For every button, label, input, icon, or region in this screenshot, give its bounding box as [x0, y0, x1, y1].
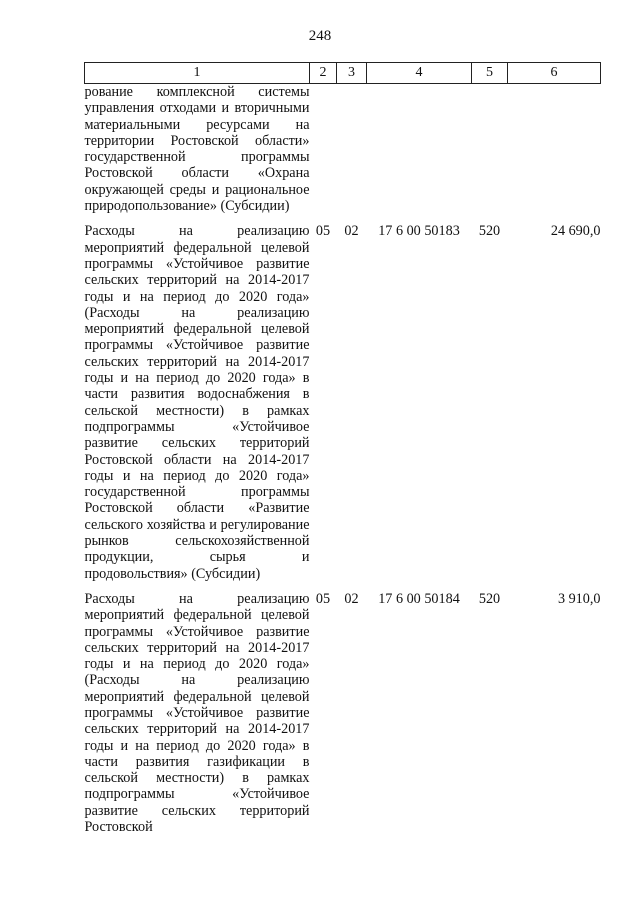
- row-subsection: 02: [344, 590, 359, 607]
- row-spacer: [85, 214, 601, 223]
- header-col-4: 4: [367, 63, 472, 84]
- row-expense-type: 520: [478, 223, 501, 240]
- row-section: 05: [315, 223, 331, 240]
- page-number: 248: [308, 28, 332, 44]
- row-expense-type: 520: [478, 590, 501, 607]
- row-amount: 24 690,0: [550, 223, 601, 240]
- table-row: [85, 223, 601, 582]
- row-subsection: 02: [344, 223, 359, 240]
- row-section: 05: [315, 590, 331, 607]
- row-subsection: [337, 84, 367, 215]
- header-col-2: 2: [310, 63, 337, 84]
- row-target-code: [367, 84, 472, 215]
- row-amount: 3 910,0: [557, 590, 601, 607]
- row-description: Расходы на реализацию мероприятий федеральной целевой программы «Устойчивое развитие сельских территорий на 2014-2017 годы и на период до 2020 года» (Расходы на реализацию мероприятий федеральной целевой программы «Устойчивое развитие сельских территорий на 2014-2017 годы и на период до 2020 года» в части развития газификации в сельской местности) в рамках подпрограммы «Устойчивое развитие сельских территорий Ростовской: [84, 590, 310, 836]
- table-row: [85, 591, 601, 835]
- header-col-5: 5: [472, 63, 508, 84]
- budget-table: [84, 62, 601, 835]
- row-amount: [508, 84, 601, 215]
- header-col-6: 6: [508, 63, 601, 84]
- row-target-code: 17 6 00 50184: [378, 590, 460, 607]
- row-description: Расходы на реализацию мероприятий федеральной целевой программы «Устойчивое развитие сельских территорий на 2014-2017 годы и на период до 2020 года» (Расходы на реализацию мероприятий федеральной целевой программы «Устойчивое развитие сельских территорий на 2014-2017 годы и на период до 2020 года» в части развития водоснабжения в сельской местности) в рамках подпрограммы «Устойчивое развитие сельских территорий Ростовской области на 2014-2017 годы и на период до 2020 года» государственной программы Ростовской области «Развитие сельского хозяйства и регулирование рынков сельскохозяйственной продукции, сырья и продовольствия» (Субсидии): [84, 223, 310, 582]
- header-col-3: 3: [337, 63, 367, 84]
- row-expense-type: [472, 84, 508, 215]
- table-row: [85, 84, 601, 215]
- header-col-1: 1: [85, 63, 310, 84]
- row-description: рование комплексной системы управления отходами и вторичными материальными ресурсами на территории Ростовской области» государственной программы Ростовской области «Охрана окружающей среды и рациональное природопользование» (Субсидии): [84, 84, 310, 215]
- row-target-code: 17 6 00 50183: [378, 223, 460, 240]
- row-section: [310, 84, 337, 215]
- row-spacer: [85, 582, 601, 591]
- table-header-row: [85, 63, 601, 84]
